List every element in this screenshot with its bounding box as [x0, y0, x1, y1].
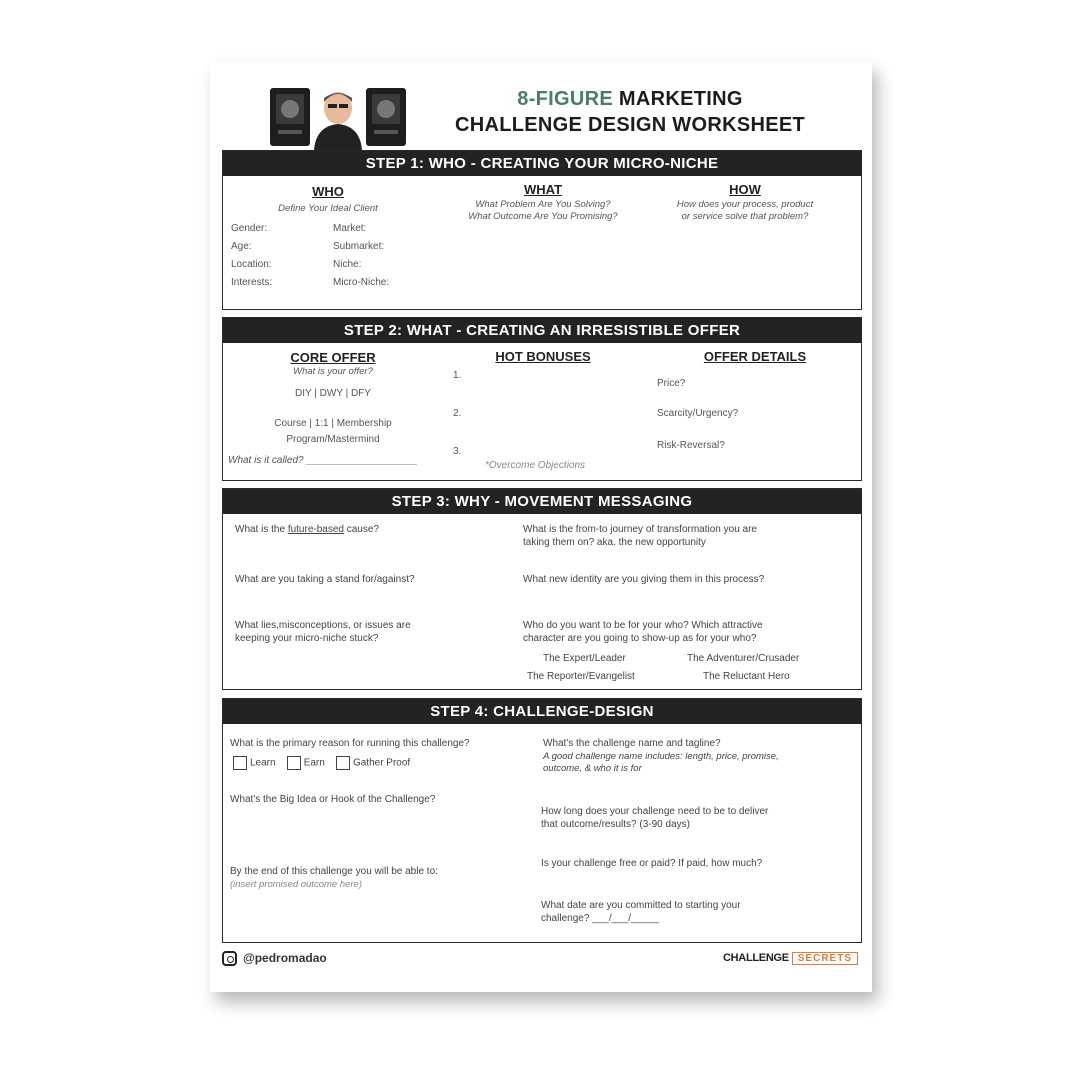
hot-bonuses-heading: HOT BONUSES	[495, 349, 591, 364]
gather-proof-label: Gather Proof	[352, 757, 411, 769]
what-subtitle-2: What Outcome Are You Promising?	[468, 211, 618, 222]
title-line1: MARKETING	[613, 88, 743, 110]
bonus-1: 1.	[453, 370, 462, 381]
brand-word-2: SECRETS	[792, 952, 858, 965]
offer-scarcity: Scarcity/Urgency?	[657, 408, 739, 419]
core-offer-subtitle: What is your offer?	[293, 366, 373, 377]
step4-section	[222, 698, 862, 943]
reason-question: What is the primary reason for running this challenge?	[230, 738, 470, 749]
step1-bar: STEP 1: WHO - CREATING YOUR MICRO-NICHE	[223, 151, 861, 176]
step2-bar: STEP 2: WHAT - CREATING AN IRRESISTIBLE OFFER	[223, 318, 861, 343]
who-field-interests: Interests:	[231, 277, 273, 288]
duration-question-1: How long does your challenge need to be to deliver	[541, 806, 769, 817]
step4-bar: STEP 4: CHALLENGE-DESIGN	[223, 699, 861, 724]
core-offer-diy: DIY | DWY | DFY	[295, 388, 371, 399]
bonus-note: *Overcome Objections	[485, 460, 586, 471]
duration-question-2: that outcome/results? (3-90 days)	[541, 819, 690, 830]
title-accent: 8-FIGURE	[517, 88, 614, 110]
who-field-submarket: Submarket:	[333, 241, 385, 252]
bonus-3: 3.	[453, 446, 462, 457]
challenge-secrets-logo	[723, 952, 858, 964]
bonus-2: 2.	[453, 408, 462, 419]
core-offer-program: Program/Mastermind	[286, 434, 380, 445]
gather-proof-checkbox[interactable]	[336, 756, 350, 770]
what-heading: WHAT	[523, 182, 563, 197]
step2-section	[222, 317, 862, 481]
instagram-handle-text: @pedromadao	[243, 951, 327, 965]
core-offer-called: What is it called? ____________________	[228, 455, 418, 466]
how-heading: HOW	[729, 182, 761, 197]
who-field-gender: Gender:	[231, 223, 268, 234]
worksheet-title	[420, 86, 840, 138]
character-adventurer: The Adventurer/Crusader	[687, 653, 800, 664]
step3-bar: STEP 3: WHY - MOVEMENT MESSAGING	[223, 489, 861, 514]
big-idea-question: What's the Big Idea or Hook of the Challenge?	[230, 794, 436, 805]
earn-label: Earn	[303, 757, 325, 769]
instagram-icon	[222, 951, 237, 966]
learn-label: Learn	[250, 757, 276, 769]
character-reporter: The Reporter/Evangelist	[527, 671, 635, 682]
price-question: Is your challenge free or paid? If paid, how much?	[541, 858, 763, 869]
title-line2: CHALLENGE DESIGN WORKSHEET	[454, 114, 806, 136]
lies-question-1: What lies,misconceptions, or issues are	[235, 620, 411, 631]
who-field-location: Location:	[231, 259, 272, 270]
name-tagline-hint-2: outcome, & who it is for	[543, 763, 642, 774]
journey-question-2: taking them on? aka. the new opportunity	[523, 537, 706, 548]
award-plaques-illustration	[268, 84, 408, 150]
cause-question-pre: What is the	[235, 524, 288, 535]
name-tagline-question: What's the challenge name and tagline?	[543, 738, 721, 749]
outcome-hint: (insert promised outcome here)	[230, 879, 362, 890]
earn-checkbox[interactable]	[287, 756, 301, 770]
core-offer-heading: CORE OFFER	[290, 350, 376, 365]
who-field-age: Age:	[231, 241, 252, 252]
character-question-1: Who do you want to be for your who? Which attractive	[523, 620, 763, 631]
character-reluctant-hero: The Reluctant Hero	[703, 671, 790, 682]
step1-section	[222, 150, 862, 310]
who-field-niche: Niche:	[333, 259, 362, 270]
stand-question: What are you taking a stand for/against?	[235, 574, 415, 585]
how-subtitle-2: or service solve that problem?	[681, 211, 809, 222]
who-field-micro-niche: Micro-Niche:	[333, 277, 390, 288]
offer-details-heading: OFFER DETAILS	[703, 349, 807, 364]
step3-section	[222, 488, 862, 690]
cause-question	[235, 523, 379, 536]
who-heading: WHO	[312, 184, 344, 199]
who-subtitle: Define Your Ideal Client	[278, 203, 378, 214]
core-offer-types: Course | 1:1 | Membership	[274, 418, 392, 429]
start-date-question-1: What date are you committed to starting your	[541, 900, 741, 911]
who-field-market: Market:	[333, 223, 367, 234]
identity-question: What new identity are you giving them in this process?	[523, 574, 765, 585]
character-question-2: character are you going to show-up as for your who?	[523, 633, 757, 644]
offer-risk-reversal: Risk-Reversal?	[657, 440, 725, 451]
cause-question-underline: future-based	[287, 524, 344, 535]
offer-price: Price?	[657, 378, 686, 389]
what-subtitle-1: What Problem Are You Solving?	[475, 199, 611, 210]
name-tagline-hint-1: A good challenge name includes: length, price, promise,	[543, 751, 779, 762]
reason-options	[233, 756, 410, 770]
cause-question-post: cause?	[343, 524, 379, 535]
start-date-question-2: challenge? ___/___/_____	[541, 913, 659, 924]
character-expert: The Expert/Leader	[543, 653, 626, 664]
worksheet-page	[210, 62, 872, 992]
learn-checkbox[interactable]	[233, 756, 247, 770]
lies-question-2: keeping your micro-niche stuck?	[235, 633, 379, 644]
instagram-handle	[222, 951, 327, 966]
outcome-question: By the end of this challenge you will be able to:	[230, 866, 438, 877]
brand-word-1: CHALLENGE	[723, 952, 789, 964]
journey-question-1: What is the from-to journey of transformation you are	[523, 524, 757, 535]
how-subtitle-1: How does your process, product	[676, 199, 814, 210]
